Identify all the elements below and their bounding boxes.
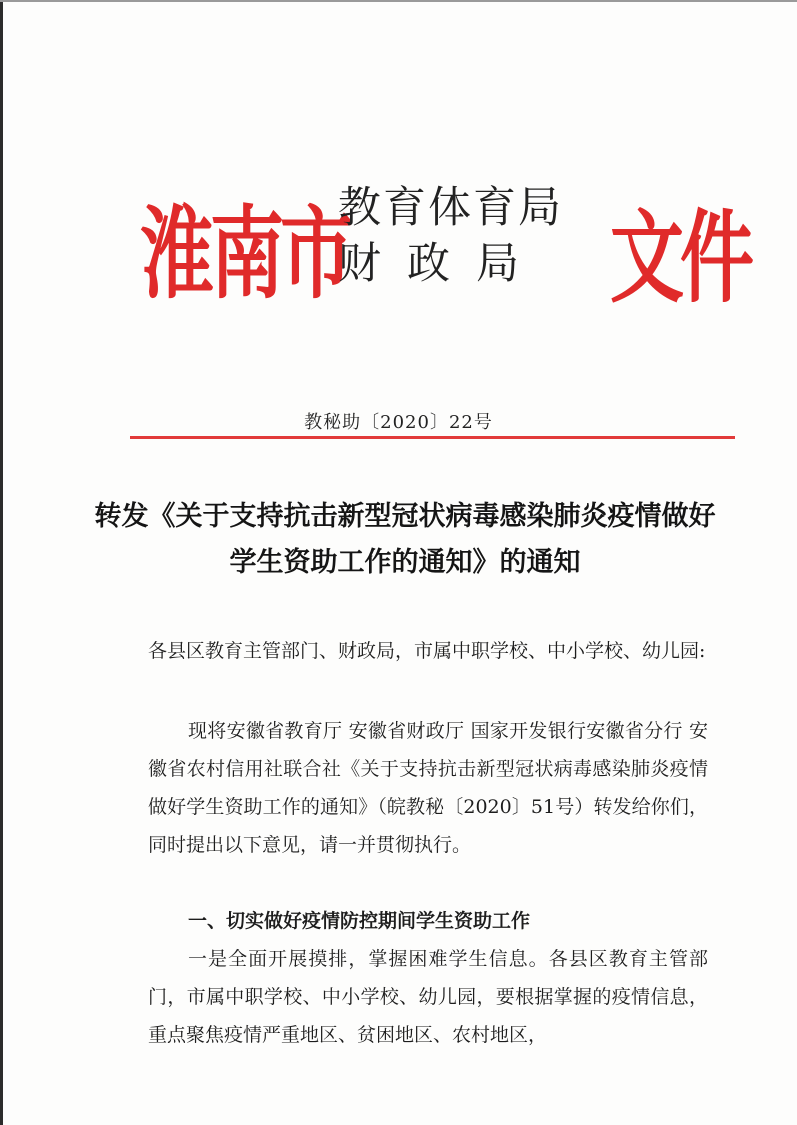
letterhead-doc-type: 文件 — [610, 200, 750, 317]
letterhead-agency-1: 教育体育局 — [338, 183, 563, 233]
scan-top-edge — [0, 0, 797, 2]
red-separator-line — [130, 436, 735, 439]
addressee: 各县区教育主管部门、财政局，市属中职学校、中小学校、幼儿园: — [148, 640, 706, 662]
section-heading-1: 一、切实做好疫情防控期间学生资助工作 — [188, 910, 531, 932]
document-number: 教秘助〔2020〕22号 — [304, 412, 493, 433]
letterhead-agency-2: 财政局 — [338, 239, 545, 289]
letterhead-city: 淮南市 — [140, 196, 350, 313]
paragraph-2: 一是全面开展摸排，掌握困难学生信息。各县区教育主管部门，市属中职学校、中小学校、幼儿园，要根据掌握的疫情信息，重点聚焦疫情严重地区、贫困地区、农村地区， — [148, 948, 708, 1046]
document-title: 转发《关于支持抗击新型冠状病毒感染肺炎疫情做好学生资助工作的通知》的通知 — [94, 501, 716, 578]
letterhead — [0, 165, 797, 317]
paragraph-1: 现将安徽省教育厅 安徽省财政厅 国家开发银行安徽省分行 安徽省农村信用社联合社《关于支持抗击新型冠状病毒感染肺炎疫情做好学生资助工作的通知》（皖教秘〔2020〕51号）转发给你们，同时提出以下意见，请一并贯彻执行。 — [148, 720, 708, 856]
